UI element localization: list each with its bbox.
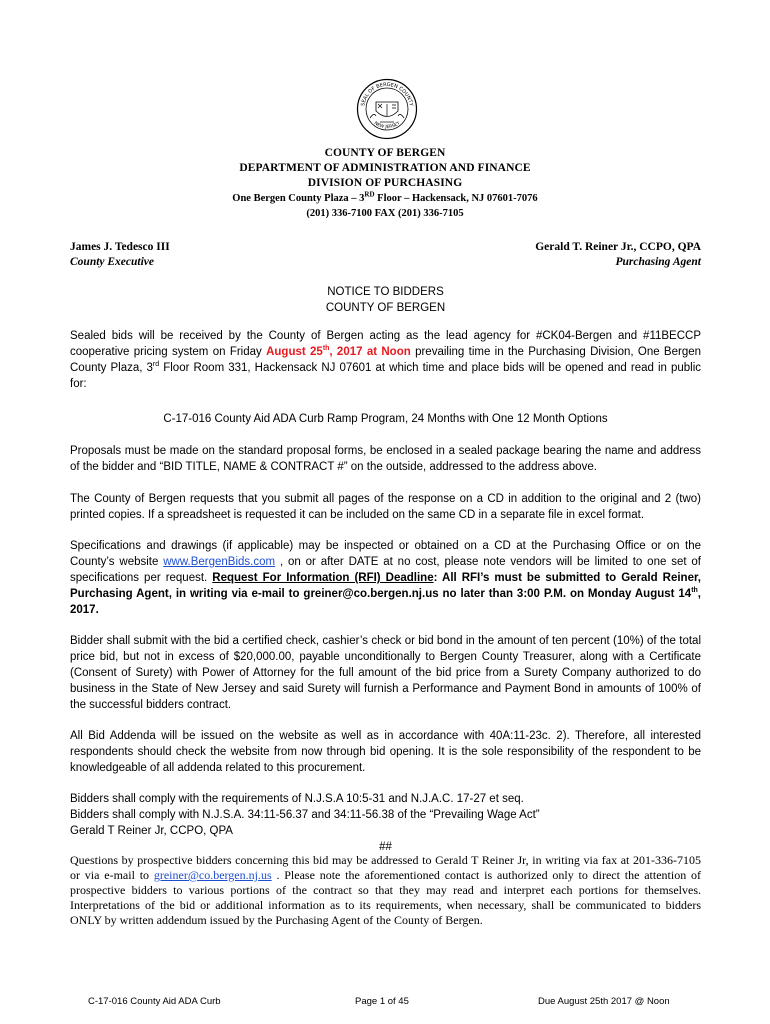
email-link[interactable]: greiner@co.bergen.nj.us <box>153 868 272 882</box>
phone-fax: (201) 336-7100 FAX (201) 336-7105 <box>306 208 464 219</box>
division-name: DIVISION OF PURCHASING <box>307 177 463 189</box>
paragraph-sealed-bids: Sealed bids will be received by the County of Bergen acting as the lead agency for #CK04-Bergen and #11BECCP cooperative pricing system on Friday August 25th, 2017 at Noon prevailing time in the Purchasing Division, One Bergen County Plaza, 3rd Floor Room 331, Hackensack NJ 07601 at which time and place bids will be opened and read in public for: <box>70 330 702 390</box>
compliance-line-2: Bidders shall comply with N.J.S.A. 34:11-56.37 and 34:11-56.38 of the “Prevailing Wage Act” <box>70 809 540 821</box>
purchasing-agent-title: Purchasing Agent <box>615 256 701 268</box>
county-executive-name: James J. Tedesco III <box>70 241 170 253</box>
footer-page-number: Page 1 of 45 <box>355 996 409 1007</box>
end-marker: ## <box>379 841 392 853</box>
bid-title: C-17-016 County Aid ADA Curb Ramp Program, 24 Months with One 12 Month Options <box>163 413 608 425</box>
county-seal-logo <box>356 78 418 140</box>
paragraph-bid-bond: Bidder shall submit with the bid a certified check, cashier’s check or bid bond in the amount of ten percent (10%) of the total price bid, but not in excess of $20,000.00, payable unconditionally to Bergen County Treasurer, along with a Certificate (Consent of Surety) with Power of Attorney for the full amount of the bid price from a Surety Company authorized to do business in the State of New Jersey and said Surety will furnish a Performance and Payment Bond in amounts of 100% of the successful bidders contract. <box>70 635 701 711</box>
county-name: COUNTY OF BERGEN <box>324 147 446 159</box>
notice-title: NOTICE TO BIDDERS COUNTY OF BERGEN <box>325 286 446 314</box>
paragraph-cd-submission: The County of Bergen requests that you submit all pages of the response on a CD in addition to the original and 2 (two) printed copies. If a spreadsheet is requested it can be included on the same CD in a separate file in excel format. <box>70 493 701 521</box>
signatory-line: Gerald T Reiner Jr, CCPO, QPA <box>70 825 233 837</box>
svg-text:SEAL OF BERGEN COUNTY: SEAL OF BERGEN COUNTY <box>360 81 414 107</box>
paragraph-specifications: Specifications and drawings (if applicable) may be inspected or obtained on a CD at the Purchasing Office or on the County’s website www.BergenBids.com , on or after DATE at no cost, please note vendors will be limited to one set of specifications per request. Request For Information (RFI) Deadline: All RFI’s must be submitted to Gerald Reiner, Purchasing Agent, in writing via e-mail to greiner@co.bergen.nj.us no later than 3:00 P.M. on Monday August 14th, 2017. <box>70 540 701 616</box>
purchasing-agent-name: Gerald T. Reiner Jr., CCPO, QPA <box>535 241 701 253</box>
paragraph-questions: Questions by prospective bidders concerning this bid may be addressed to Gerald T Reiner Jr, in writing via fax at 201-336-7105 or via e-mail to greiner@co.bergen.nj.us . Please note the aforementioned contact is authorized only to direct the attention of prospective bidders to various portions of the contract so that they may read and interpret each portions for themselves. Interpretations of the bid or additional information as to its requirements, when necessary, shall be communicated to bidders ONLY by written addendum issued by the Purchasing Agent of the County of Bergen. <box>70 853 702 927</box>
bergenbids-link[interactable]: www.BergenBids.com <box>163 556 276 568</box>
county-executive-title: County Executive <box>70 256 155 268</box>
footer-left: C-17-016 County Aid ADA Curb <box>88 996 221 1007</box>
paragraph-proposals: Proposals must be made on the standard proposal forms, be enclosed in a sealed package bearing the name and address of the bidder and “BID TITLE, NAME & CONTRACT #” on the outside, addressed to the address above. <box>70 445 701 473</box>
compliance-block <box>70 791 701 855</box>
office-address: One Bergen County Plaza – 3RD Floor – Hackensack, NJ 07601-7076 <box>232 190 538 204</box>
compliance-line-1: Bidders shall comply with the requirements of N.J.S.A 10:5-31 and N.J.A.C. 17-27 et seq. <box>70 793 524 805</box>
footer-right: Due August 25th 2017 @ Noon <box>538 996 670 1007</box>
svg-text:NEW JERSEY: NEW JERSEY <box>372 121 402 131</box>
bid-due-date: August 25th, 2017 at Noon <box>266 345 411 358</box>
department-name: DEPARTMENT OF ADMINISTRATION AND FINANCE <box>239 162 531 174</box>
rfi-deadline-label: Request For Information (RFI) Deadline <box>212 572 434 584</box>
letterhead <box>0 146 770 221</box>
paragraph-addenda: All Bid Addenda will be issued on the website as well as in accordance with 40A:11-23c. 2). Therefore, all interested respondents should check the website from now through bid opening. It is the sole responsibility of the respondent to be knowledgeable of all addenda related to this procurement. <box>70 730 701 774</box>
